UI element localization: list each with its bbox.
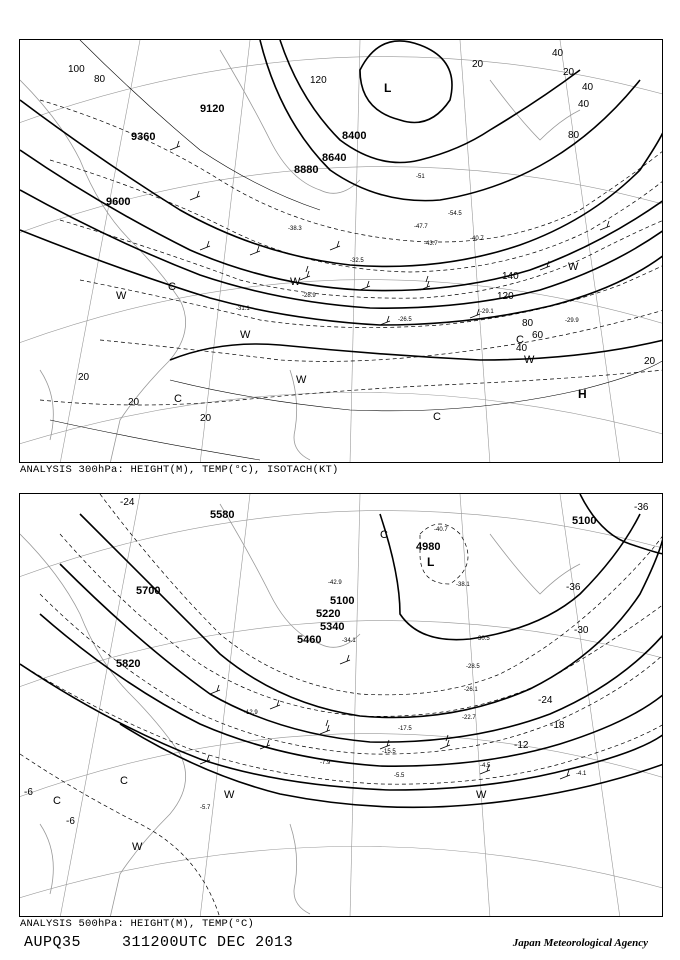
temp-label: -43.7 [424,241,438,247]
isotach-label: 20 [200,413,212,424]
caption-500hpa: ANALYSIS 500hPa: HEIGHT(M), TEMP(°C) [20,918,255,930]
temp-label: -26.5 [398,317,412,323]
temp-label: -42.9 [328,580,342,586]
height-label: 5580 [210,509,235,521]
temp-label: -32.5 [350,258,364,264]
isotach-label: 80 [94,74,106,85]
warm-letter: W [290,276,301,288]
isotherms [40,100,663,405]
temp-contour-label: -6 [66,816,75,827]
cold-letter: C [168,281,176,293]
cold-letter: C [380,529,388,541]
isotach-label: 80 [522,318,534,329]
isotach-label: 120 [310,75,327,86]
temp-label: -54.5 [448,211,462,217]
low-pressure-letter: L [384,81,392,95]
temp-label: -29.1 [480,309,494,315]
isotach-label: 140 [502,271,519,282]
isotach-label: 40 [552,48,564,59]
chart-code: AUPQ35 [24,934,82,951]
isotach-label: 20 [563,67,575,78]
wind-barbs [170,141,610,325]
cold-letter: C [516,334,524,346]
temp-label: -7.9 [320,760,331,766]
temp-label: -38.3 [288,226,302,232]
isotach-label: 80 [568,130,580,141]
cold-letter: C [174,393,182,405]
warm-letter: W [224,789,235,801]
cold-letter: C [53,795,61,807]
warm-letter: W [568,261,579,273]
temp-label: -40.7 [434,527,448,533]
map-300hpa-graphics [20,40,663,463]
map-500hpa-graphics [20,494,663,917]
isotach-label: 40 [578,99,590,110]
high-pressure-letter: H [578,387,587,401]
valid-time: 311200UTC DEC 2013 [122,934,294,951]
temp-label: -31.1 [236,306,250,312]
isotach-label: 120 [497,291,514,302]
height-label: 9120 [200,103,225,115]
temp-contour-label: -6 [24,787,33,798]
temp-label: -51 [416,174,425,180]
warm-letter: W [524,354,535,366]
temp-contour-label: -12 [514,740,529,751]
temp-label: -15.5 [382,749,396,755]
temp-label: -12.9 [244,710,258,716]
warm-letter: W [116,290,127,302]
agency-name: Japan Meteorological Agency [512,937,648,949]
caption-300hpa: ANALYSIS 300hPa: HEIGHT(M), TEMP(°C), ISOTACH(KT) [20,464,339,476]
height-label: 5340 [320,621,345,633]
temp-label: -4.1 [576,771,587,777]
isotach-label: 20 [128,397,140,408]
temp-label: -17.5 [398,726,412,732]
temp-label: -38.1 [456,582,470,588]
isotach-label: 20 [78,372,90,383]
warm-letter: W [132,841,143,853]
cold-letter: C [120,775,128,787]
temp-contour-label: -36 [634,502,649,513]
isotach-label: 40 [582,82,594,93]
cold-letter: C [433,411,441,423]
height-label: 8880 [294,164,319,176]
height-label: 5100 [330,595,355,607]
map-500hpa [19,493,663,917]
temp-contour-label: -24 [538,695,553,706]
height-label: 5700 [136,585,161,597]
isotach-label: 20 [644,356,656,367]
temp-contour-label: -36 [566,582,581,593]
temp-contour-label: -24 [120,497,135,508]
temp-label: -5.5 [394,773,405,779]
warm-letter: W [296,374,307,386]
isotach-label: 40 [516,343,528,354]
temp-contour-label: -18 [550,720,565,731]
temp-label: -34.1 [342,638,356,644]
temp-label: -5.7 [200,805,211,811]
height-label: 8640 [322,152,347,164]
temp-contour-label: -30 [574,625,589,636]
temp-label: -26.1 [464,687,478,693]
warm-letter: W [476,789,487,801]
height-label: 8400 [342,130,367,142]
temp-label: -28.9 [302,293,316,299]
isotherms [20,494,663,917]
low-pressure-letter: L [427,555,435,569]
height-label: 4980 [416,541,441,553]
graticule [20,494,663,917]
temp-label: -30.5 [476,636,490,642]
warm-letter: W [240,329,251,341]
temp-label: -22.7 [462,715,476,721]
height-label: 5460 [297,634,322,646]
graticule [20,40,663,463]
height-label: 9600 [106,196,131,208]
temp-label: -47.7 [414,224,428,230]
height-label: 5220 [316,608,341,620]
height-label: 5820 [116,658,141,670]
isotach-label: 20 [472,59,484,70]
temp-label: -4.5 [480,763,491,769]
temp-label: -28.5 [466,664,480,670]
temp-label: -29.9 [565,318,579,324]
map-300hpa [19,39,663,463]
height-label: 5100 [572,515,597,527]
isotach-label: 100 [68,64,85,75]
temp-label: -40.7 [470,236,484,242]
chart-header [24,934,293,951]
isotach-label: 60 [532,330,544,341]
height-label: 9360 [131,131,156,143]
